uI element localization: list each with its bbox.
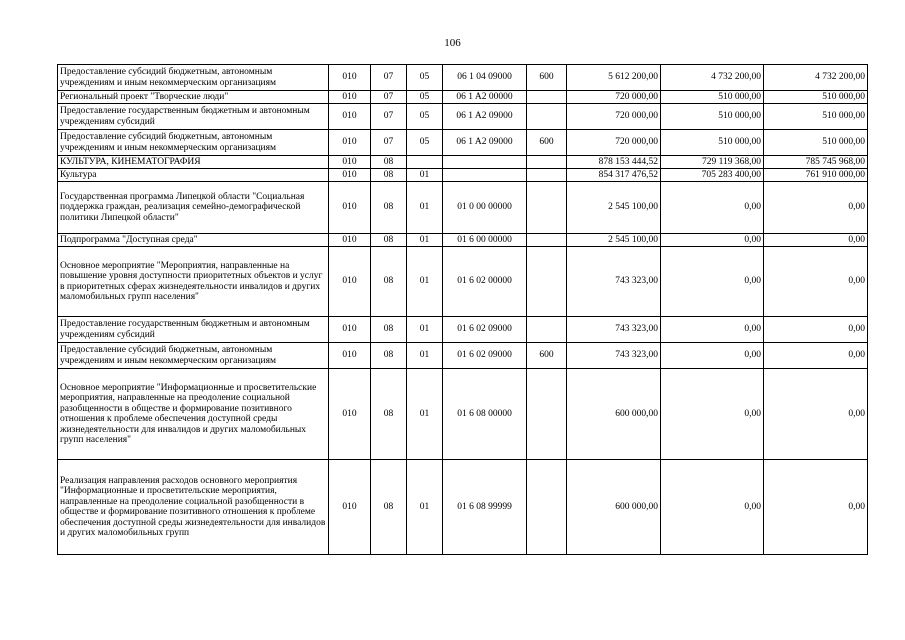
- subsection-code-cell: 01: [407, 182, 443, 234]
- table-row: [58, 182, 868, 234]
- expense-type-cell: [527, 169, 567, 182]
- amount-year3-cell: 510 000,00: [764, 104, 868, 130]
- amount-year1-cell: 2 545 100,00: [567, 182, 661, 234]
- amount-year3-cell: 510 000,00: [764, 91, 868, 104]
- subsection-code-cell: 01: [407, 317, 443, 343]
- section-code-cell: 08: [371, 234, 407, 247]
- target-article-cell: 01 6 02 00000: [443, 247, 527, 317]
- section-code-cell: 08: [371, 169, 407, 182]
- subsection-code-cell: [407, 156, 443, 169]
- amount-year3-cell: 0,00: [764, 317, 868, 343]
- row-name-cell: Основное мероприятие "Информационные и просветительские мероприятия, направленные на преодоление социальной разобщенности в обществе и формирование позитивного отношения к проблеме обеспечения доступной среды жизнедеятельности для инвалидов и других маломобильных групп населения": [58, 369, 329, 460]
- expense-type-cell: [527, 182, 567, 234]
- table-row: [58, 130, 868, 156]
- target-article-cell: 06 1 A2 00000: [443, 91, 527, 104]
- section-code-cell: 08: [371, 317, 407, 343]
- expense-type-cell: [527, 460, 567, 555]
- amount-year3-cell: 4 732 200,00: [764, 65, 868, 91]
- table-row: [58, 460, 868, 555]
- amount-year2-cell: 705 283 400,00: [661, 169, 764, 182]
- row-name-cell: Культура: [58, 169, 329, 182]
- subsection-code-cell: 05: [407, 104, 443, 130]
- ministry-code-cell: 010: [329, 91, 371, 104]
- amount-year3-cell: 785 745 968,00: [764, 156, 868, 169]
- subsection-code-cell: 05: [407, 91, 443, 104]
- section-code-cell: 08: [371, 182, 407, 234]
- expense-type-cell: [527, 369, 567, 460]
- row-name-cell: Основное мероприятие "Мероприятия, направленные на повышение уровня доступности приоритетных объектов и услуг в приоритетных сферах жизнедеятельности инвалидов и других маломобильных групп населения": [58, 247, 329, 317]
- section-code-cell: 07: [371, 91, 407, 104]
- amount-year1-cell: 600 000,00: [567, 460, 661, 555]
- amount-year2-cell: 0,00: [661, 460, 764, 555]
- amount-year1-cell: 5 612 200,00: [567, 65, 661, 91]
- subsection-code-cell: 01: [407, 460, 443, 555]
- target-article-cell: 01 6 02 09000: [443, 343, 527, 369]
- section-code-cell: 07: [371, 104, 407, 130]
- target-article-cell: 06 1 A2 09000: [443, 104, 527, 130]
- row-name-cell: Предоставление субсидий бюджетным, автономным учреждениям и иным некоммерческим организациям: [58, 130, 329, 156]
- amount-year2-cell: 4 732 200,00: [661, 65, 764, 91]
- target-article-cell: 01 6 08 99999: [443, 460, 527, 555]
- table-row: [58, 234, 868, 247]
- amount-year1-cell: 720 000,00: [567, 104, 661, 130]
- ministry-code-cell: 010: [329, 130, 371, 156]
- amount-year2-cell: 0,00: [661, 234, 764, 247]
- table-row: [58, 169, 868, 182]
- expense-type-cell: [527, 247, 567, 317]
- amount-year2-cell: 510 000,00: [661, 91, 764, 104]
- section-code-cell: 08: [371, 460, 407, 555]
- amount-year2-cell: 510 000,00: [661, 130, 764, 156]
- row-name-cell: Региональный проект "Творческие люди": [58, 91, 329, 104]
- amount-year3-cell: 0,00: [764, 460, 868, 555]
- expense-type-cell: 600: [527, 65, 567, 91]
- section-code-cell: 08: [371, 247, 407, 317]
- row-name-cell: Предоставление субсидий бюджетным, автономным учреждениям и иным некоммерческим организациям: [58, 343, 329, 369]
- ministry-code-cell: 010: [329, 343, 371, 369]
- row-name-cell: Предоставление государственным бюджетным и автономным учреждениям субсидий: [58, 104, 329, 130]
- amount-year2-cell: 0,00: [661, 317, 764, 343]
- row-name-cell: Реализация направления расходов основного мероприятия "Информационные и просветительские мероприятия, направленные на преодоление социальной разобщенности в обществе и формирование позитивного отношения к проблеме обеспечения доступной среды жизнедеятельности для инвалидов и других маломобильных групп: [58, 460, 329, 555]
- row-name-cell: Государственная программа Липецкой области "Социальная поддержка граждан, реализация семейно-демографической политики Липецкой области": [58, 182, 329, 234]
- expense-type-cell: [527, 91, 567, 104]
- amount-year2-cell: 0,00: [661, 247, 764, 317]
- target-article-cell: 01 6 08 00000: [443, 369, 527, 460]
- amount-year1-cell: 2 545 100,00: [567, 234, 661, 247]
- amount-year1-cell: 878 153 444,52: [567, 156, 661, 169]
- row-name-cell: Подпрограмма "Доступная среда": [58, 234, 329, 247]
- section-code-cell: 07: [371, 65, 407, 91]
- page-number: 106: [444, 37, 461, 49]
- amount-year1-cell: 743 323,00: [567, 317, 661, 343]
- ministry-code-cell: 010: [329, 247, 371, 317]
- ministry-code-cell: 010: [329, 234, 371, 247]
- amount-year2-cell: 0,00: [661, 369, 764, 460]
- amount-year3-cell: 761 910 000,00: [764, 169, 868, 182]
- amount-year1-cell: 854 317 476,52: [567, 169, 661, 182]
- expense-type-cell: 600: [527, 343, 567, 369]
- amount-year3-cell: 510 000,00: [764, 130, 868, 156]
- table-row: [58, 156, 868, 169]
- subsection-code-cell: 01: [407, 234, 443, 247]
- amount-year3-cell: 0,00: [764, 234, 868, 247]
- amount-year3-cell: 0,00: [764, 369, 868, 460]
- ministry-code-cell: 010: [329, 182, 371, 234]
- amount-year1-cell: 743 323,00: [567, 343, 661, 369]
- subsection-code-cell: 01: [407, 369, 443, 460]
- ministry-code-cell: 010: [329, 104, 371, 130]
- amount-year1-cell: 743 323,00: [567, 247, 661, 317]
- subsection-code-cell: 05: [407, 130, 443, 156]
- amount-year3-cell: 0,00: [764, 343, 868, 369]
- amount-year2-cell: 0,00: [661, 343, 764, 369]
- table-row: [58, 247, 868, 317]
- amount-year1-cell: 720 000,00: [567, 130, 661, 156]
- target-article-cell: [443, 156, 527, 169]
- amount-year2-cell: 729 119 368,00: [661, 156, 764, 169]
- target-article-cell: 01 6 02 09000: [443, 317, 527, 343]
- expense-type-cell: [527, 156, 567, 169]
- amount-year3-cell: 0,00: [764, 247, 868, 317]
- subsection-code-cell: 01: [407, 343, 443, 369]
- table-row: [58, 104, 868, 130]
- section-code-cell: 07: [371, 130, 407, 156]
- row-name-cell: Предоставление субсидий бюджетным, автономным учреждениям и иным некоммерческим организациям: [58, 65, 329, 91]
- amount-year2-cell: 510 000,00: [661, 104, 764, 130]
- ministry-code-cell: 010: [329, 65, 371, 91]
- expense-type-cell: 600: [527, 130, 567, 156]
- ministry-code-cell: 010: [329, 156, 371, 169]
- ministry-code-cell: 010: [329, 317, 371, 343]
- expense-type-cell: [527, 104, 567, 130]
- budget-table: [57, 64, 868, 555]
- target-article-cell: 01 6 00 00000: [443, 234, 527, 247]
- section-code-cell: 08: [371, 156, 407, 169]
- target-article-cell: 06 1 A2 09000: [443, 130, 527, 156]
- ministry-code-cell: 010: [329, 369, 371, 460]
- target-article-cell: 01 0 00 00000: [443, 182, 527, 234]
- expense-type-cell: [527, 234, 567, 247]
- expense-type-cell: [527, 317, 567, 343]
- target-article-cell: [443, 169, 527, 182]
- amount-year2-cell: 0,00: [661, 182, 764, 234]
- section-code-cell: 08: [371, 343, 407, 369]
- table-row: [58, 369, 868, 460]
- subsection-code-cell: 01: [407, 169, 443, 182]
- row-name-cell: Предоставление государственным бюджетным и автономным учреждениям субсидий: [58, 317, 329, 343]
- subsection-code-cell: 01: [407, 247, 443, 317]
- table-row: [58, 317, 868, 343]
- ministry-code-cell: 010: [329, 460, 371, 555]
- row-name-cell: КУЛЬТУРА, КИНЕМАТОГРАФИЯ: [58, 156, 329, 169]
- subsection-code-cell: 05: [407, 65, 443, 91]
- table-row: [58, 343, 868, 369]
- table-row: [58, 65, 868, 91]
- section-code-cell: 08: [371, 369, 407, 460]
- ministry-code-cell: 010: [329, 169, 371, 182]
- amount-year1-cell: 600 000,00: [567, 369, 661, 460]
- target-article-cell: 06 1 04 09000: [443, 65, 527, 91]
- amount-year3-cell: 0,00: [764, 182, 868, 234]
- table-row: [58, 91, 868, 104]
- amount-year1-cell: 720 000,00: [567, 91, 661, 104]
